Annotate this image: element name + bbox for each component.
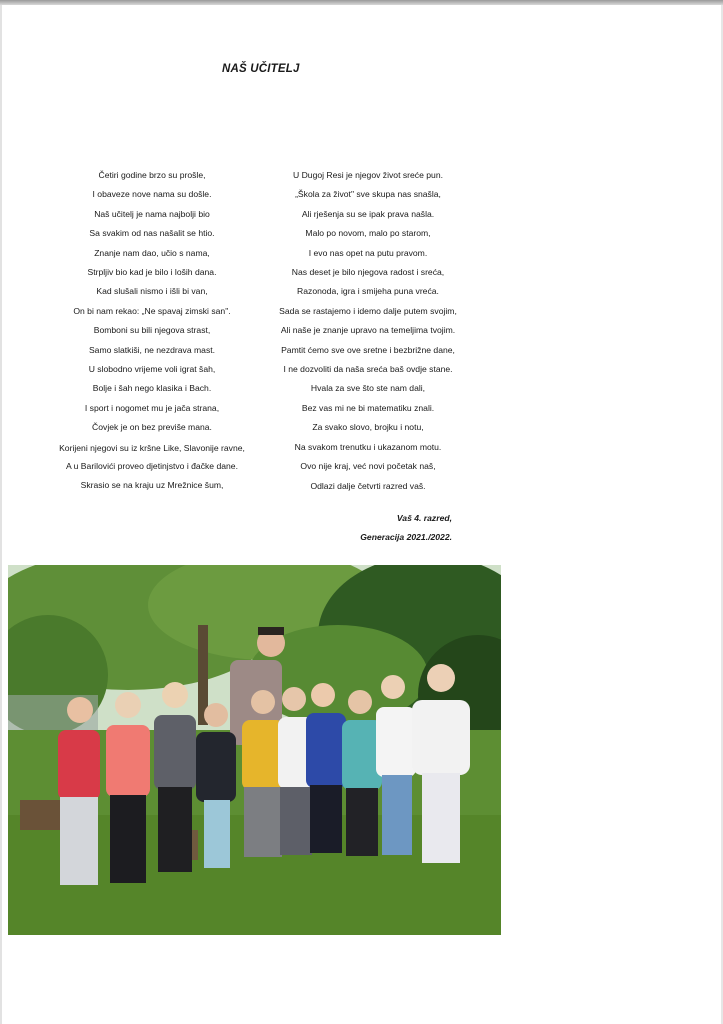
signature-generation: Generacija 2021./2022. [360,532,452,542]
scan-edge-left [0,5,2,1024]
poem-line: I ne dozvoliti da naša sreća baš ovdje stane. [283,364,453,375]
poem-line: Korijeni njegovi su iz kršne Like, Slavonije ravne, [59,442,245,453]
poem-line: Samo slatkiši, ne nezdrava mast. [88,344,216,355]
poem-line: Četiri godine brzo su prošle, [98,170,206,180]
scan-edge-top [0,0,723,5]
poem-line: Strpljiv bio kad je bilo i loših dana. [87,267,217,278]
signature-class: Vaš 4. razred, [396,513,452,523]
group-photo-illustration [8,565,501,935]
poem-line: I sport i nogomet mu je jača strana, [84,402,220,413]
poem-line: „Škola za život" sve skupa nas snašla, [295,189,441,200]
poem-line: Bomboni su bili njegova strast, [93,325,211,336]
poem-line: U Dugoj Resi je njegov život sreće pun. [293,170,443,180]
poem-right-column [269,166,467,496]
poem-line: Ali rješenja su se ipak prava našla. [301,208,435,219]
poem-line: I obaveze nove nama su došle. [92,189,212,200]
poem-line: Za svako slovo, brojku i notu, [312,422,424,433]
group-photo [8,565,501,935]
poem-line: Kad slušali nismo i išli bi van, [96,286,208,297]
poem-line: Na svakom trenutku i ukazanom motu. [294,441,442,452]
poem-line: Ali naše je znanje upravo na temeljima tvojim. [280,325,456,336]
poem-left-column [51,166,253,496]
poem-line: Pamtit ćemo sve ove sretne i bezbrižne dane, [281,344,455,355]
poem-line: Bez vas mi ne bi matematiku znali. [301,402,435,413]
poem-line: Nas deset je bilo njegova radost i sreća, [291,267,445,278]
poem-line: Naš učitelj je nama najbolji bio [94,208,210,219]
poem-line: Sa svakim od nas našalit se htio. [89,228,215,239]
poem-line: Znanje nam dao, učio s nama, [94,247,210,258]
poem-line: Malo po novom, malo po starom, [305,228,431,239]
poem-line: Sada se rastajemo i idemo dalje putem svojim, [279,305,457,316]
poem-line: I evo nas opet na putu pravom. [308,247,428,258]
poem-line: Čovjek je on bez previše mana. [92,422,212,433]
poem-line: A u Barilovići proveo djetinjstvo i đačke dane. [66,460,238,471]
poem-line: Ovo nije kraj, već novi početak naš, [300,461,436,472]
poem-title: NAŠ UČITELJ [222,63,300,75]
poem-line: Razonoda, igra i smijeha puna vreća. [297,286,439,297]
poem-line: Bolje i šah nego klasika i Bach. [92,383,212,394]
poem-line: Hvala za sve što ste nam dali, [310,383,426,394]
poem-line: Odlazi dalje četvrti razred vaš. [310,480,426,491]
poem-line: Skrasio se na kraju uz Mrežnice šum, [80,480,224,491]
poem-line: On bi nam rekao: „Ne spavaj zimski san". [73,305,231,316]
poem-line: U slobodno vrijeme voli igrat šah, [88,364,216,375]
